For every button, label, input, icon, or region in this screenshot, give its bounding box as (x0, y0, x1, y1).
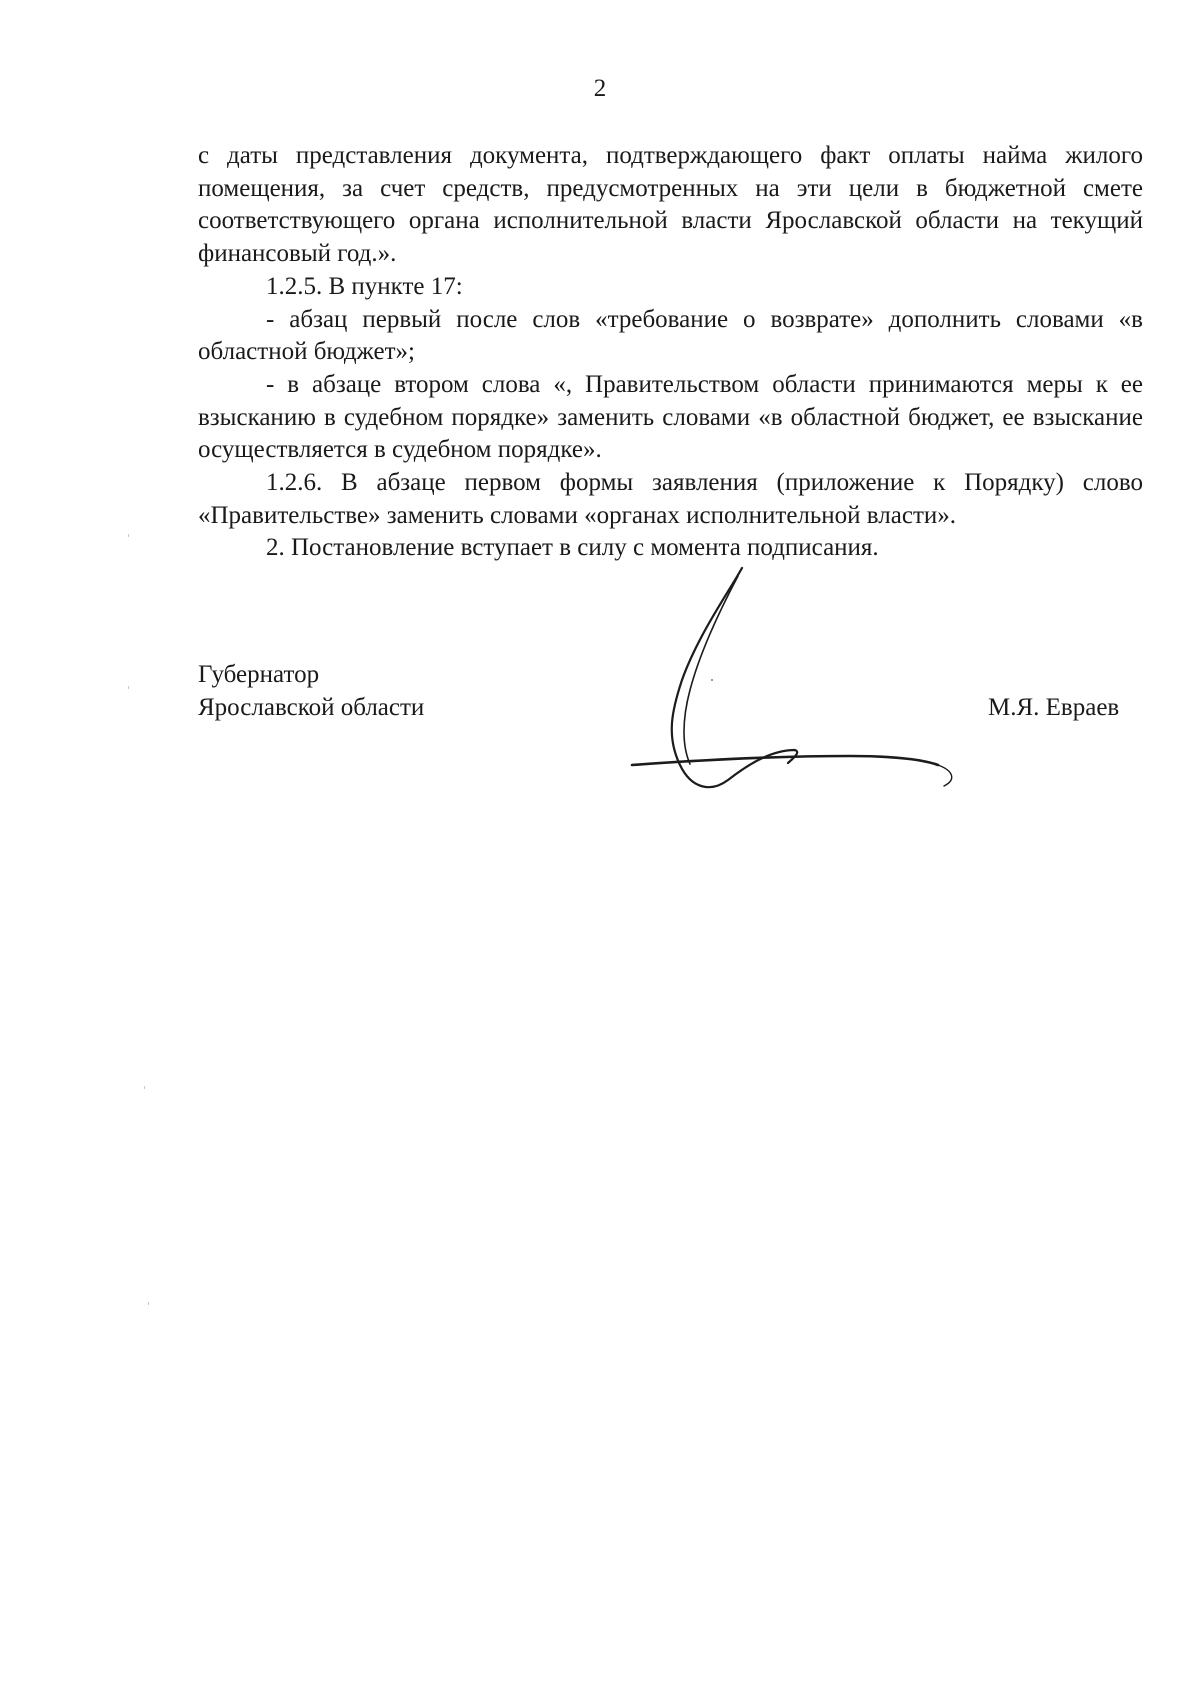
page-number: 2 (593, 75, 607, 102)
signature-loop-stroke (672, 568, 797, 787)
scan-speck (148, 1302, 149, 1305)
paragraph-entry-into-force: 2. Постановление вступает в силу с момента подписания. (266, 534, 879, 562)
scan-speck (128, 534, 129, 537)
paragraph-item-1-2-5: 1.2.5. В пункте 17: (266, 272, 463, 300)
signatory-title (198, 658, 424, 724)
signature-inner-stroke (684, 576, 738, 764)
handwritten-signature (620, 560, 1040, 810)
signature-dot (711, 679, 713, 681)
paragraph-first-subparagraph-amendment: - абзац первый после слов «требование о возврате» дополнить словами «в областной бюджет»; (198, 305, 1143, 366)
signatory-title-line-1: Губернатор (198, 661, 320, 688)
signatory-title-line-2: Ярославской области (198, 694, 425, 721)
document-body (198, 140, 1143, 565)
signature-underline-tail (938, 765, 952, 786)
scan-speck (128, 686, 129, 689)
scan-speck (144, 1086, 145, 1089)
paragraph-item-1-2-6: 1.2.6. В абзаце первом формы заявления (приложение к Порядку) слово «Правительстве» заменить словами «органах исполнительной власти». (198, 469, 1143, 529)
signatory-name: М.Я. Евраев (988, 694, 1120, 721)
paragraph-second-subparagraph-amendment: - в абзаце втором слова «, Правительством области принимаются меры к ее взысканию в судебном порядке» заменить словами «в областной бюджет, ее взыскание осуществляется в судебном порядке». (198, 370, 1143, 464)
paragraph-payment-date: с даты представления документа, подтверждающего факт оплаты найма жилого помещения, за счет средств, предусмотренных на эти цели в бюджетной смете соответствующего органа исполнительной власти Ярославской области на текущий финансовый год.». (198, 142, 1143, 268)
